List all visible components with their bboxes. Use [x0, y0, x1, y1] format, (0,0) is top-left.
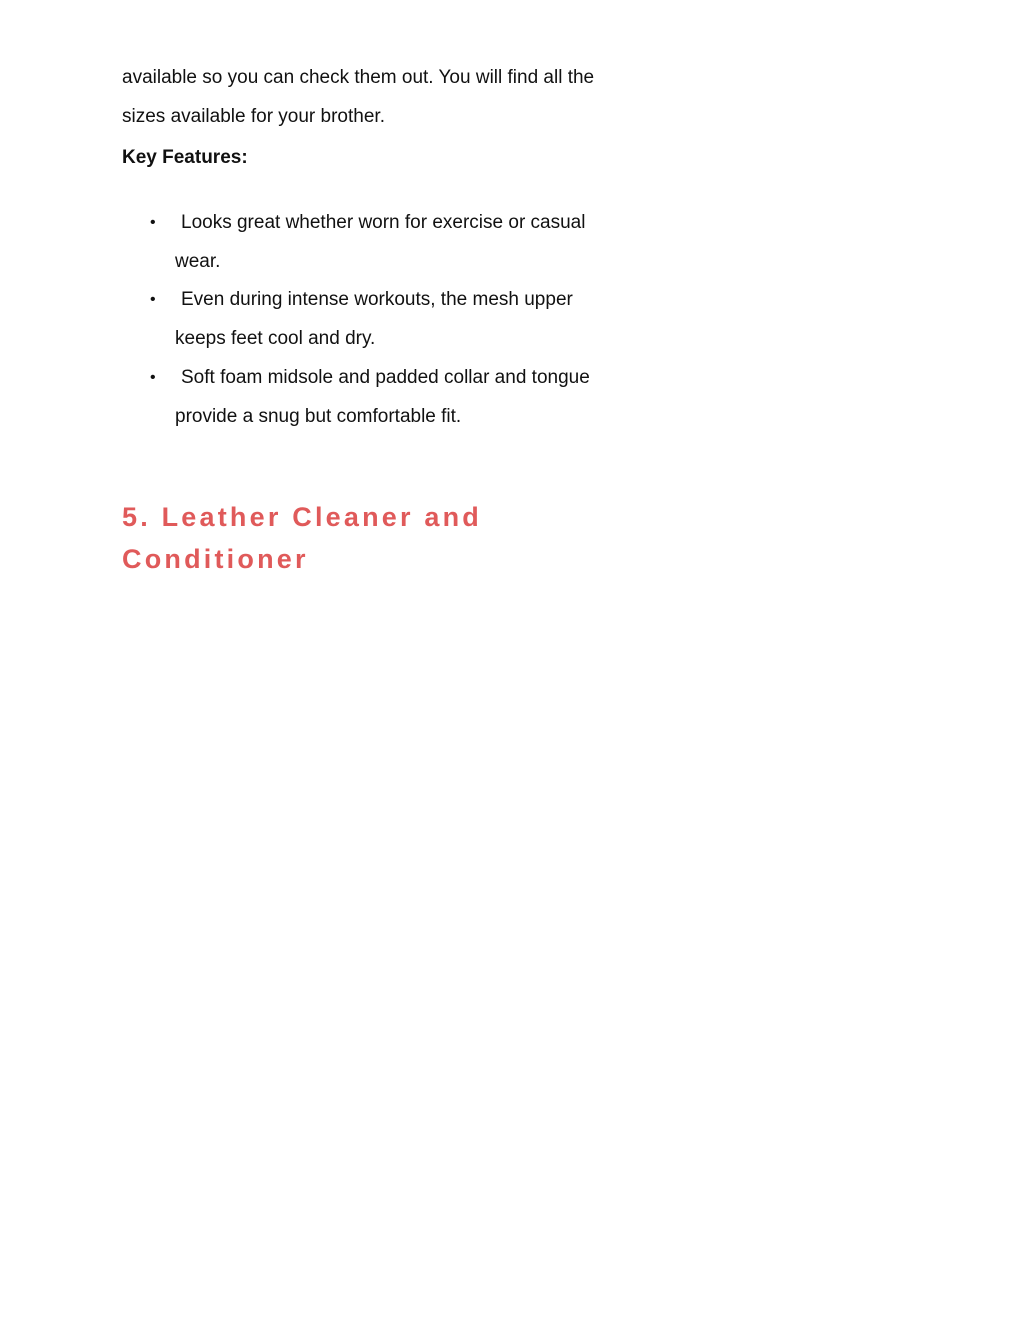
intro-paragraph: available so you can check them out. You will find all the sizes available for your brother.: [122, 67, 595, 127]
key-features-list: [0, 204, 1024, 436]
list-item: [0, 204, 625, 281]
bullet-icon: •: [150, 368, 156, 386]
list-item: [0, 281, 625, 358]
key-features-heading: Key Features:: [122, 147, 248, 168]
list-item-text: Soft foam midsole and padded collar and tongue provide a snug but comfortable fit.: [175, 366, 590, 427]
list-item-text: Even during intense workouts, the mesh upper keeps feet cool and dry.: [175, 289, 573, 350]
list-item-text: Looks great whether worn for exercise or casual wear.: [175, 212, 586, 272]
section-heading: 5. Leather Cleaner and Conditioner: [122, 502, 483, 574]
bullet-icon: •: [150, 214, 156, 231]
bullet-icon: •: [150, 291, 156, 309]
list-item: [0, 359, 625, 436]
